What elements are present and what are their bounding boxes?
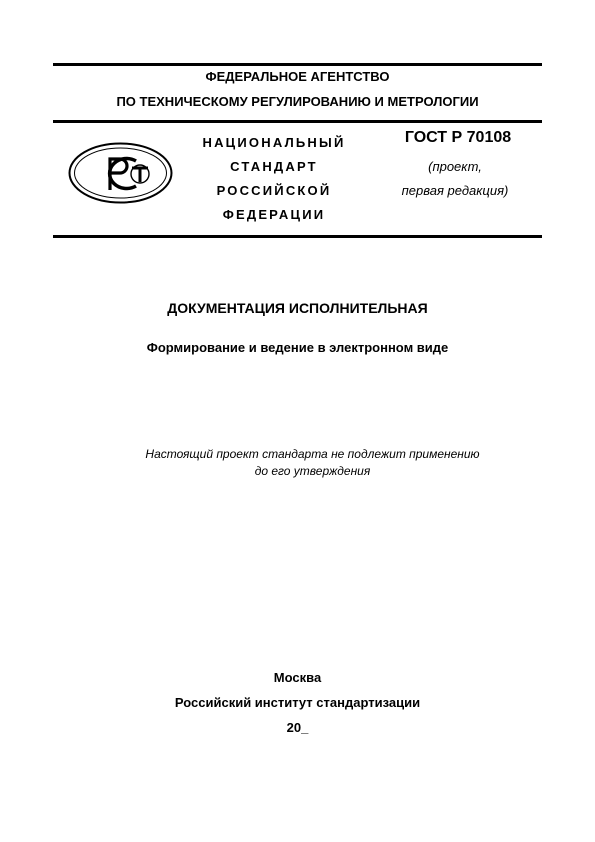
imprint-year: 20_ [286,720,309,735]
document-title: ДОКУМЕНТАЦИЯ ИСПОЛНИТЕЛЬНАЯ [167,300,428,316]
agency-name-line1: ФЕДЕРАЛЬНОЕ АГЕНТСТВО [205,69,390,84]
national-standard-line2: СТАНДАРТ [230,159,318,174]
national-standard-label [188,131,360,227]
imprint-publisher: Российский институт стандартизации [174,695,421,710]
draft-notice-line1: Настоящий проект стандарта не подлежит применению [145,447,480,461]
standard-designation: ГОСТ Р 70108 [404,129,512,146]
header-divider-rule [53,120,542,123]
draft-notice-line2: до его утверждения [254,464,371,478]
top-rule [53,63,542,66]
draft-status-line1: (проект, [428,159,482,174]
header-bottom-rule [53,235,542,238]
document-subtitle: Формирование и ведение в электронном виде [146,340,449,355]
national-standard-line3: РОССИЙСКОЙ [216,183,332,198]
national-standard-line4: ФЕДЕРАЦИИ [222,207,326,222]
imprint-city: Москва [273,670,322,685]
agency-name-line2: ПО ТЕХНИЧЕСКОМУ РЕГУЛИРОВАНИЮ И МЕТРОЛОГИИ [116,94,479,109]
rst-certification-mark-icon [68,142,173,209]
draft-status-line2: первая редакция) [401,183,509,198]
national-standard-line1: НАЦИОНАЛЬНЫЙ [202,135,346,150]
